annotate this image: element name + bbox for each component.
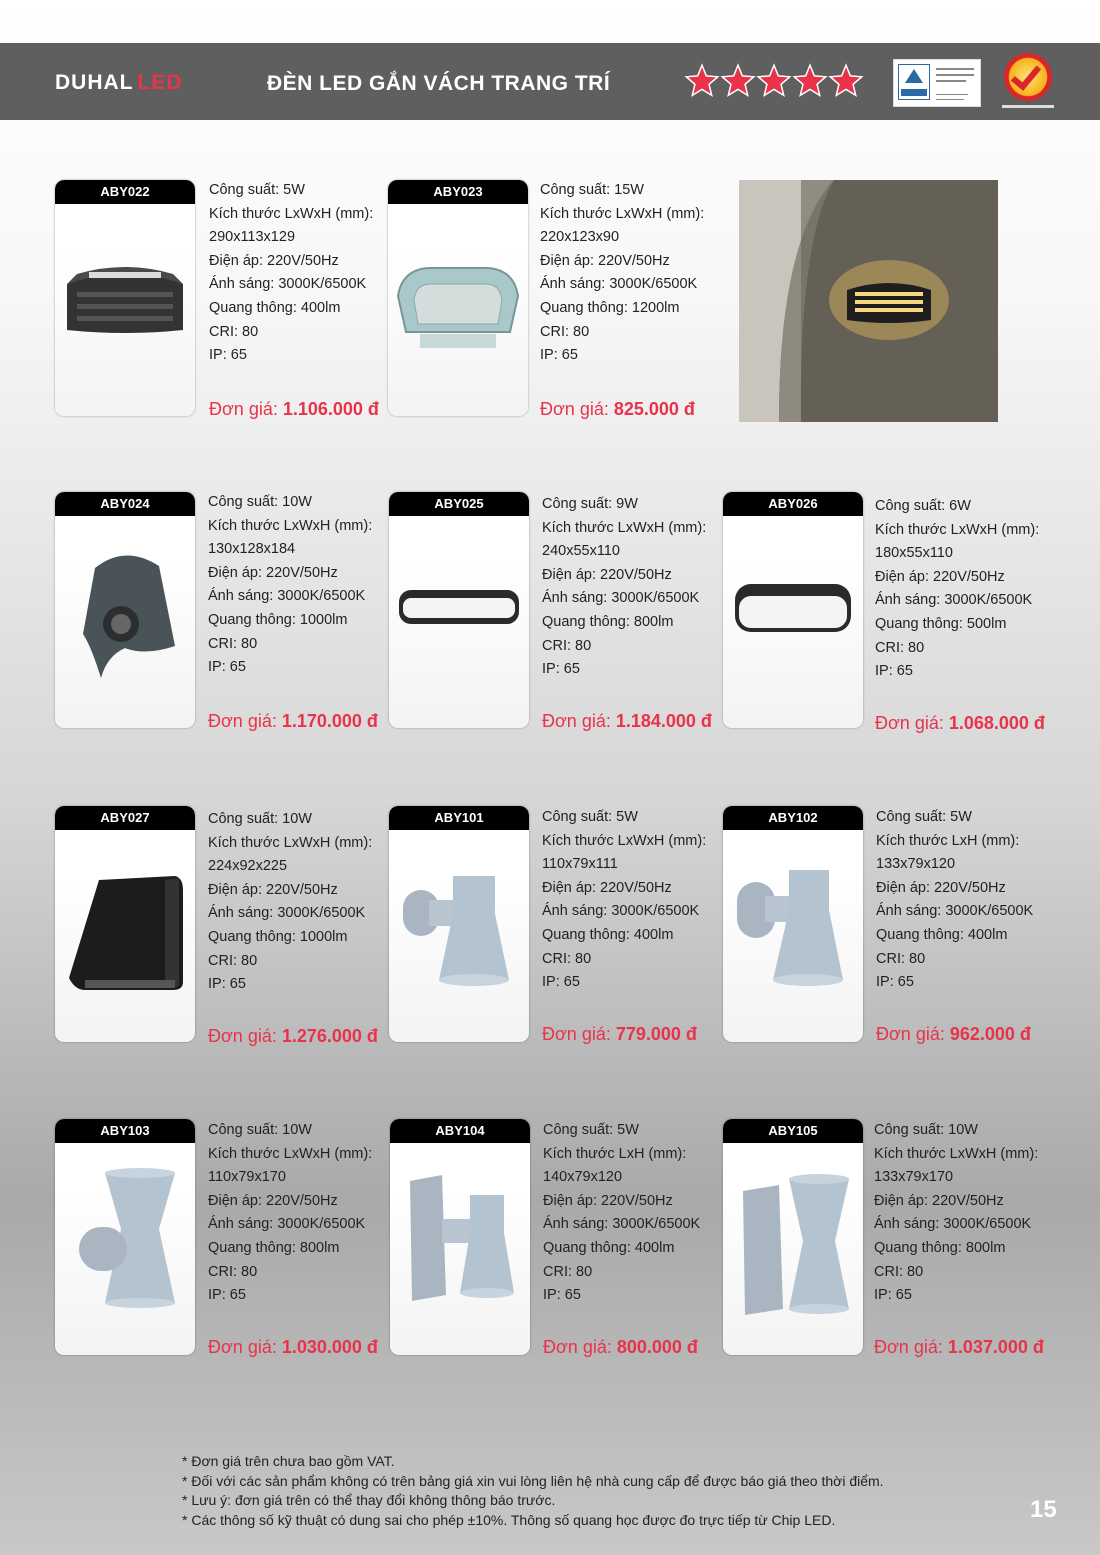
tuv-certification-logo xyxy=(893,59,981,107)
product-code: ABY102 xyxy=(723,806,863,830)
aby023-lamp-icon xyxy=(388,204,528,416)
product-price: Đơn giá: 1.106.000 đ xyxy=(209,399,379,419)
aby105-lamp-icon xyxy=(723,1143,863,1355)
product-price: Đơn giá: 825.000 đ xyxy=(540,399,695,419)
product-code: ABY023 xyxy=(388,180,528,204)
product-specs: Công suất: 10W Kích thước LxWxH (mm): 133x79x170 Điện áp: 220V/50Hz Ánh sáng: 3000K/6500K Quang thông: 800lm CRI: 80 IP: 65 xyxy=(874,1122,1039,1304)
aby103-lamp-icon xyxy=(55,1143,195,1355)
product-card xyxy=(723,806,863,1042)
product-code: ABY101 xyxy=(389,806,529,830)
product-specs: Công suất: 6W Kích thước LxWxH (mm): 180x55x110 Điện áp: 220V/50Hz Ánh sáng: 3000K/6500K Quang thông: 500lm CRI: 80 IP: 65 xyxy=(875,498,1040,680)
product-price: Đơn giá: 1.037.000 đ xyxy=(874,1337,1044,1357)
product-price: Đơn giá: 1.068.000 đ xyxy=(875,713,1045,733)
star-icon xyxy=(828,63,864,99)
product-specs: Công suất: 9W Kích thước LxWxH (mm): 240x55x110 Điện áp: 220V/50Hz Ánh sáng: 3000K/6500K Quang thông: 800lm CRI: 80 IP: 65 xyxy=(542,496,707,678)
product-code: ABY024 xyxy=(55,492,195,516)
product-price: Đơn giá: 800.000 đ xyxy=(543,1337,698,1357)
product-price: Đơn giá: 1.170.000 đ xyxy=(208,711,378,731)
aby025-lamp-icon xyxy=(389,516,529,728)
star-icon xyxy=(756,63,792,99)
product-specs: Công suất: 5W Kích thước LxH (mm): 140x79x120 Điện áp: 220V/50Hz Ánh sáng: 3000K/6500K Quang thông: 400lm CRI: 80 IP: 65 xyxy=(543,1122,701,1304)
star-icon xyxy=(684,63,720,99)
product-card xyxy=(389,806,529,1042)
aby104-lamp-icon xyxy=(390,1143,530,1355)
product-card xyxy=(55,1119,195,1355)
product-price: Đơn giá: 1.030.000 đ xyxy=(208,1337,378,1357)
aby027-lamp-icon xyxy=(55,830,195,1042)
product-card xyxy=(389,492,529,728)
star-icon xyxy=(720,63,756,99)
product-card xyxy=(388,180,528,416)
product-card xyxy=(55,806,195,1042)
product-code: ABY027 xyxy=(55,806,195,830)
product-specs: Công suất: 10W Kích thước LxWxH (mm): 110x79x170 Điện áp: 220V/50Hz Ánh sáng: 3000K/6500K Quang thông: 800lm CRI: 80 IP: 65 xyxy=(208,1122,373,1304)
product-price: Đơn giá: 962.000 đ xyxy=(876,1024,1031,1044)
product-code: ABY103 xyxy=(55,1119,195,1143)
aby102-lamp-icon xyxy=(723,830,863,1042)
footnotes: * Đơn giá trên chưa bao gồm VAT. * Đối với các sản phẩm không có trên bảng giá xin vui lòng liên hệ nhà cung cấp để được báo giá theo thời điểm. * Lưu ý: đơn giá trên có thể thay đổi không thông báo trước. * Các thông số kỹ thuật có dung sai cho phép ±10%. Thông số quang học được đo trực tiếp từ Chip LED. xyxy=(182,1453,884,1528)
aby024-lamp-icon xyxy=(55,516,195,728)
product-card xyxy=(390,1119,530,1355)
product-specs: Công suất: 15W Kích thước LxWxH (mm): 220x123x90 Điện áp: 220V/50Hz Ánh sáng: 3000K/6500K Quang thông: 1200lm CRI: 80 IP: 65 xyxy=(540,182,705,364)
product-code: ABY026 xyxy=(723,492,863,516)
product-card xyxy=(55,492,195,728)
product-code: ABY104 xyxy=(390,1119,530,1143)
page-number: 15 xyxy=(1030,1496,1057,1523)
product-card xyxy=(723,492,863,728)
rating-stars xyxy=(684,63,864,101)
brand-logo: DUHAL LED xyxy=(55,71,183,94)
aby026-lamp-icon xyxy=(723,516,863,728)
product-specs: Công suất: 5W Kích thước LxH (mm): 133x79x120 Điện áp: 220V/50Hz Ánh sáng: 3000K/6500K Quang thông: 400lm CRI: 80 IP: 65 xyxy=(876,809,1034,991)
product-card xyxy=(723,1119,863,1355)
product-specs: Công suất: 10W Kích thước LxWxH (mm): 130x128x184 Điện áp: 220V/50Hz Ánh sáng: 3000K/6500K Quang thông: 1000lm CRI: 80 IP: 65 xyxy=(208,494,373,676)
product-code: ABY025 xyxy=(389,492,529,516)
product-specs: Công suất: 10W Kích thước LxWxH (mm): 224x92x225 Điện áp: 220V/50Hz Ánh sáng: 3000K/6500K Quang thông: 1000lm CRI: 80 IP: 65 xyxy=(208,811,373,993)
product-specs: Công suất: 5W Kích thước LxWxH (mm): 290x113x129 Điện áp: 220V/50Hz Ánh sáng: 3000K/6500K Quang thông: 400lm CRI: 80 IP: 65 xyxy=(209,182,374,364)
aby101-lamp-icon xyxy=(389,830,529,1042)
product-card xyxy=(55,180,195,416)
installation-photo xyxy=(739,180,998,422)
star-icon xyxy=(792,63,828,99)
product-price: Đơn giá: 779.000 đ xyxy=(542,1024,697,1044)
product-specs: Công suất: 5W Kích thước LxWxH (mm): 110x79x111 Điện áp: 220V/50Hz Ánh sáng: 3000K/6500K Quang thông: 400lm CRI: 80 IP: 65 xyxy=(542,809,707,991)
product-code: ABY105 xyxy=(723,1119,863,1143)
product-code: ABY022 xyxy=(55,180,195,204)
quality-seal-icon xyxy=(1004,53,1052,101)
aby022-lamp-icon xyxy=(55,204,195,416)
page-title: ĐÈN LED GẮN VÁCH TRANG TRÍ xyxy=(267,72,611,95)
product-price: Đơn giá: 1.276.000 đ xyxy=(208,1026,378,1046)
product-price: Đơn giá: 1.184.000 đ xyxy=(542,711,712,731)
header-bar xyxy=(0,43,1100,120)
